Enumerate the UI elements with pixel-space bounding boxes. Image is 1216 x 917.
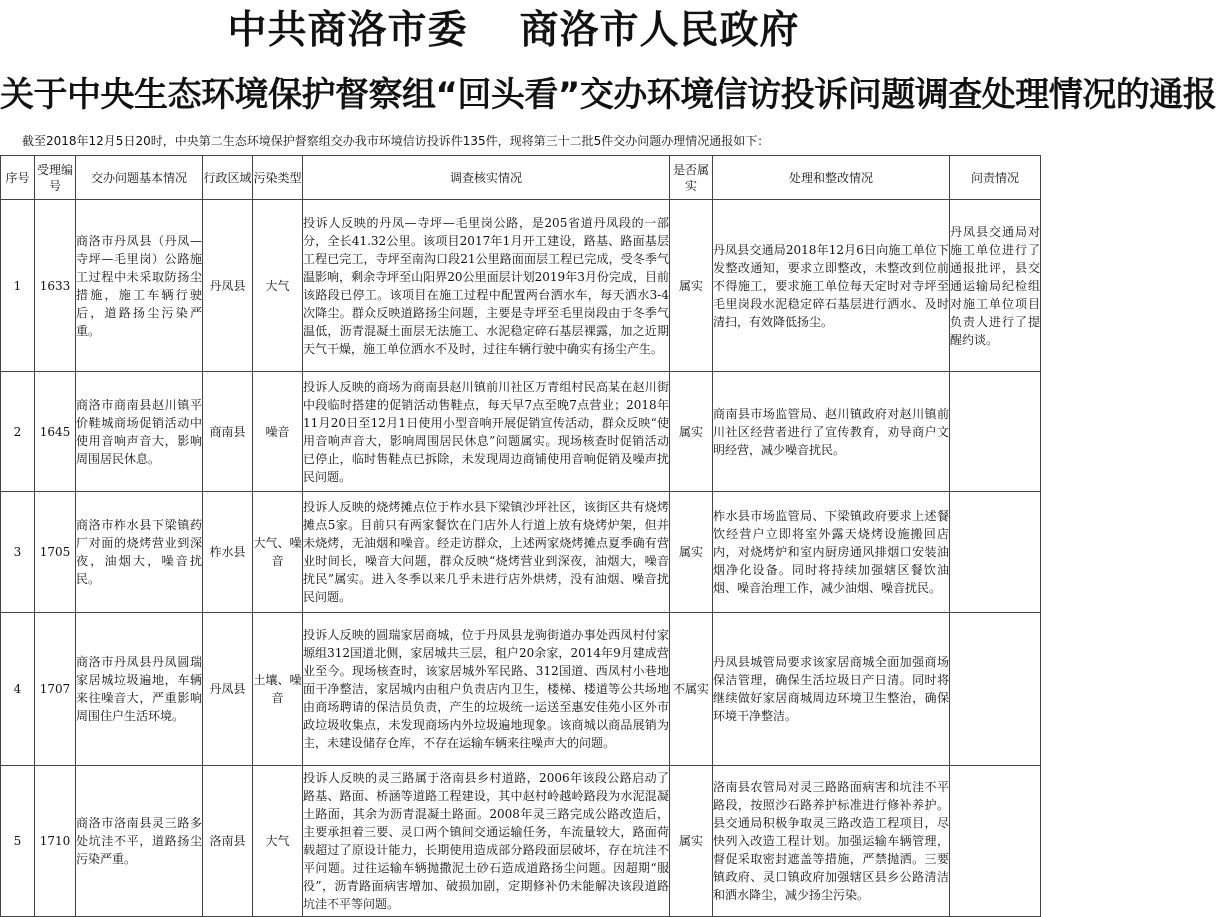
cell-handling: 丹凤县交通局2018年12月6日向施工单位下发整改通知，要求立即整改，未整改到位前不得施工，要求施工单位每天定时对寺坪至毛里岗段水泥稳定碎石基层进行洒水、及时清扫，有效降低扬尘。	[713, 200, 950, 372]
cell-accountability	[950, 372, 1041, 492]
table-row	[1, 492, 1041, 613]
cell-verified: 不属实	[670, 613, 713, 766]
cell-id: 1710	[35, 766, 76, 917]
cell-area: 商南县	[203, 372, 253, 492]
col-header-no: 序号	[1, 156, 35, 200]
cell-issue: 商洛市丹凤县丹凤圆瑞家居城垃圾遍地，车辆来往噪音大，严重影响周围住户生活环境。	[76, 613, 203, 766]
table-row	[1, 372, 1041, 492]
cell-investigation: 投诉人反映的丹凤—寺坪—毛里岗公路，是205省道丹凤段的一部分，全长41.32公里。该项目2017年1月开工建设，路基、路面基层工程已完工，寺坪至南沟口段21公里路面面层工程已完成，受冬季气温影响，剩余寺坪至山阳界20公里面层计划2019年3月份完成，目前该路段已停工。该项目在施工过程中配置两台洒水车，每天洒水3-4次降尘。群众反映道路扬尘问题，主要是寺坪至毛里岗段由于冬季气温低，沥青混凝土面层无法施工、水泥稳定碎石基层裸露，加之近期天气干燥，施工单位洒水不及时，过往车辆行驶中确实有扬尘产生。	[303, 200, 670, 372]
cell-id: 1633	[35, 200, 76, 372]
col-header-accountability: 问责情况	[950, 156, 1041, 200]
cell-no: 5	[1, 766, 35, 917]
cell-no: 2	[1, 372, 35, 492]
col-header-issue: 交办问题基本情况	[76, 156, 203, 200]
cell-no: 3	[1, 492, 35, 613]
cell-investigation: 投诉人反映的灵三路属于洛南县乡村道路，2006年该段公路启动了路基、路面、桥涵等道路工程建设，其中赵村岭越岭路段为水泥混凝土路面，其余为沥青混凝土路面。2008年灵三路完成公路改造后，主要承担着三要、灵口两个镇间交通运输任务，车流量较大，路面荷载超过了原设计能力，长期使用造成部分路段面层破坏，存在坑洼不平问题。过往运输车辆抛撒泥土砂石造成道路扬尘问题。因超期“服役”，沥青路面病害增加、破损加剧，定期修补仍未能解决该段道路坑洼不平等问题。	[303, 766, 670, 917]
cell-accountability	[950, 613, 1041, 766]
cell-accountability	[950, 492, 1041, 613]
complaint-table	[0, 155, 1041, 917]
cell-accountability: 丹凤县交通局对施工单位进行了通报批评，县交通运输局纪检组对施工单位项目负责人进行了提醒约谈。	[950, 200, 1041, 372]
issuer-heading	[0, 4, 1027, 58]
cell-issue: 商洛市丹凤县（丹凤—寺坪—毛里岗）公路施工过程中未采取防扬尘措施，施工车辆行驶后，道路扬尘污染严重。	[76, 200, 203, 372]
cell-type: 大气	[253, 766, 303, 917]
cell-investigation: 投诉人反映的商场为商南县赵川镇前川社区万青组村民高某在赵川街中段临时搭建的促销活动售鞋点，每天早7点至晚7点营业；2018年11月20日至12月1日使用小型音响开展促销宣传活动，群众反映“使用音响声音大，影响周围居民休息”问题属实。现场核查时促销活动已停止，临时售鞋点已拆除，未发现周边商铺使用音响促销及噪声扰民问题。	[303, 372, 670, 492]
cell-handling: 商南县市场监管局、赵川镇政府对赵川镇前川社区经营者进行了宣传教育，劝导商户文明经营，减少噪音扰民。	[713, 372, 950, 492]
cell-investigation: 投诉人反映的圆瑞家居商城，位于丹凤县龙驹街道办事处西凤村付家塬组312国道北侧，家居城共三层，租户20余家，2014年9月建成营业至今。现场核查时，该家居城外军民路、312国道、西凤村小巷地面干净整洁，家居城内由租户负责店内卫生，楼梯、楼道等公共场地由商场聘请的保洁员负责，产生的垃圾统一运送至惠安佳苑小区外市政垃圾收集点，未发现商场内外垃圾遍地现象。该商城以商品展销为主，未建设储存仓库，不存在运输车辆来往噪声大的问题。	[303, 613, 670, 766]
cell-area: 洛南县	[203, 766, 253, 917]
cell-verified: 属实	[670, 492, 713, 613]
col-header-area: 行政区域	[203, 156, 253, 200]
cell-investigation: 投诉人反映的烧烤摊点位于柞水县下梁镇沙坪社区，该街区共有烧烤摊点5家。目前只有两家餐饮在门店外人行道上放有烧烤炉架，但并未烧烤，无油烟和噪音。经走访群众，上述两家烧烤摊点夏季确有营业时间长，噪音大问题，群众反映“烧烤营业到深夜，油烟大，噪音扰民”属实。进入冬季以来几乎未进行店外烘烤，没有油烟、噪音扰民问题。	[303, 492, 670, 613]
issuer-government: 商洛市人民政府	[519, 8, 800, 53]
table-header-row	[1, 156, 1041, 200]
intro-paragraph: 截至2018年12月5日20时，中央第二生态环境保护督察组交办我市环境信访投诉件135件，现将第三十二批5件交办问题办理情况通报如下：	[22, 134, 770, 148]
cell-type: 大气	[253, 200, 303, 372]
cell-handling: 洛南县农管局对灵三路路面病害和坑洼不平路段，按照沙石路养护标准进行修补养护。县交通局积极争取灵三路改造工程项目，尽快列入改造工程计划。加强运输车辆管理，督促采取密封遮盖等措施，严禁抛洒。三要镇政府、灵口镇政府加强辖区县乡公路清洁和洒水降尘，减少扬尘污染。	[713, 766, 950, 917]
cell-verified: 属实	[670, 766, 713, 917]
cell-handling: 柞水县市场监管局、下梁镇政府要求上述餐饮经营户立即将室外露天烧烤设施搬回店内，对烧烤炉和室内厨房通风排烟口安装油烟净化设备。同时将持续加强辖区餐饮油烟、噪音治理工作，减少油烟、噪音扰民。	[713, 492, 950, 613]
notice-title: 关于中央生态环境保护督察组“回头看”交办环境信访投诉问题调查处理情况的通报	[0, 75, 1216, 115]
cell-id: 1707	[35, 613, 76, 766]
table-row	[1, 200, 1041, 372]
cell-id: 1705	[35, 492, 76, 613]
cell-id: 1645	[35, 372, 76, 492]
col-header-investigation: 调查核实情况	[303, 156, 670, 200]
issuer-party-committee: 中共商洛市委	[227, 8, 468, 53]
cell-area: 丹凤县	[203, 200, 253, 372]
col-header-verified: 是否属实	[670, 156, 713, 200]
cell-type: 噪音	[253, 372, 303, 492]
cell-issue: 商洛市商南县赵川镇平价鞋城商场促销活动中使用音响声音大，影响周围居民休息。	[76, 372, 203, 492]
cell-area: 丹凤县	[203, 613, 253, 766]
table-row	[1, 766, 1041, 917]
col-header-type: 污染类型	[253, 156, 303, 200]
col-header-id: 受理编号	[35, 156, 76, 200]
cell-verified: 属实	[670, 372, 713, 492]
cell-no: 1	[1, 200, 35, 372]
col-header-handling: 处理和整改情况	[713, 156, 950, 200]
cell-no: 4	[1, 613, 35, 766]
cell-issue: 商洛市柞水县下梁镇药厂对面的烧烤营业到深夜，油烟大，噪音扰民。	[76, 492, 203, 613]
cell-issue: 商洛市洛南县灵三路多处坑洼不平，道路扬尘污染严重。	[76, 766, 203, 917]
table-row	[1, 613, 1041, 766]
cell-accountability	[950, 766, 1041, 917]
cell-verified: 属实	[670, 200, 713, 372]
cell-type: 土壤、噪音	[253, 613, 303, 766]
cell-handling: 丹凤县城管局要求该家居商城全面加强商场保洁管理，确保生活垃圾日产日清。同时将继续做好家居商城周边环境卫生整治，确保环境干净整洁。	[713, 613, 950, 766]
cell-type: 大气、噪音	[253, 492, 303, 613]
cell-area: 柞水县	[203, 492, 253, 613]
